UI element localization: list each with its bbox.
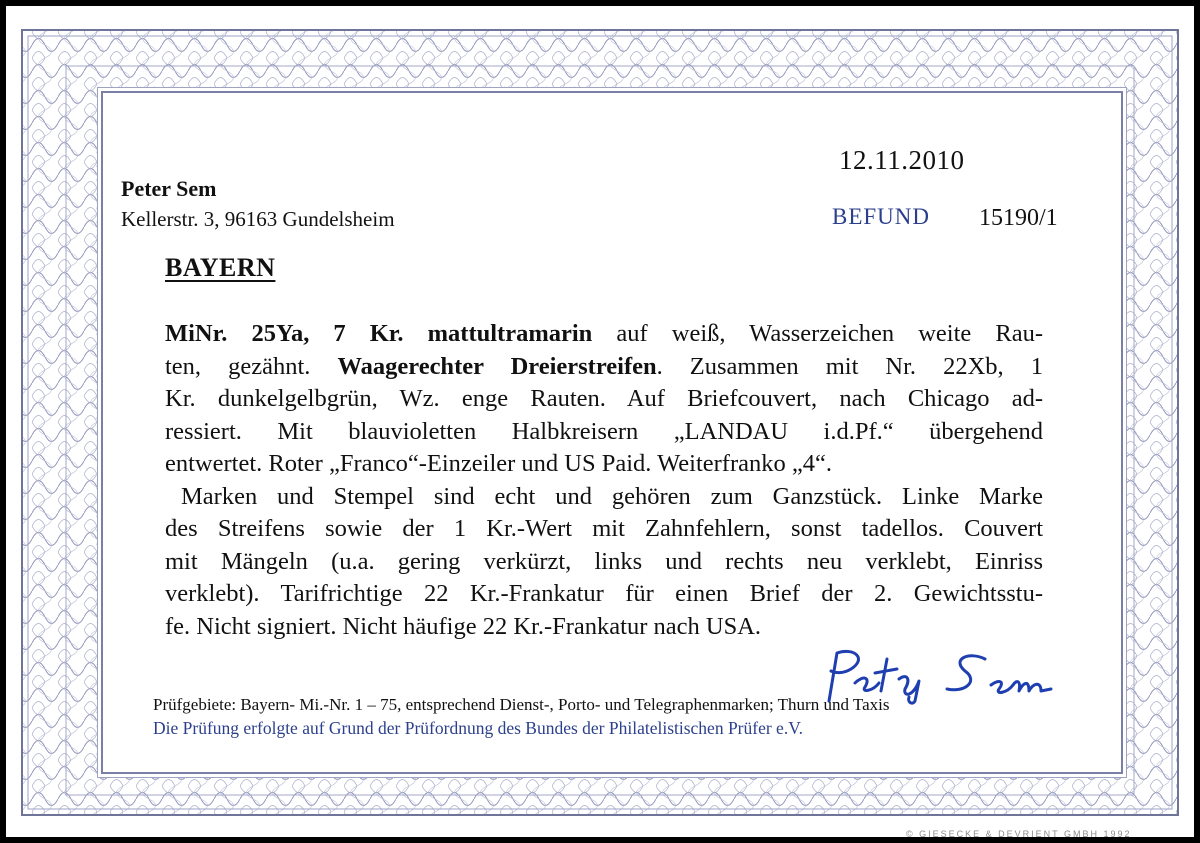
description-line: ressiert. Mit blauvioletten Halbkreisern „LANDAU i.d.Pf.“ übergehend [165, 417, 1043, 445]
description-line: fe. Nicht signiert. Nicht häufige 22 Kr.-Frankatur nach USA. [165, 612, 762, 640]
certificate-date: 12.11.2010 [839, 145, 965, 175]
description-line: des Streifens sowie der 1 Kr.-Wert mit Zahnfehlern, sonst tadellos. Couvert [165, 515, 1043, 542]
strip-description: Waagerechter Dreierstreifen [337, 352, 657, 380]
certificate-type-label: BEFUND [832, 204, 931, 229]
description-line: entwertet. Roter „Franco“-Einzeiler und US Paid. Weiterfranko „4“. [165, 450, 832, 477]
description-line: Kr. dunkelgelbgrün, Wz. enge Rauten. Auf Briefcouvert, nach Chicago ad- [165, 385, 1043, 412]
certificate [6, 6, 1194, 837]
country-heading: BAYERN [165, 253, 276, 282]
description-line: mit Mängeln (u.a. gering verkürzt, links und rechts neu verklebt, Einriss [165, 547, 1043, 575]
examination-scope: Prüfgebiete: Bayern- Mi.-Nr. 1 – 75, entsprechend Dienst-, Porto- und Telegraphenmarken; Thurn und Taxis [153, 695, 890, 714]
description-line: verklebt). Tarifrichtige 22 Kr.-Frankatur für einen Brief der 2. Gewichtsstu- [165, 580, 1043, 607]
certificate-body-panel [101, 91, 1123, 774]
description-line: Marken und Stempel sind echt und gehören zum Ganzstück. Linke Marke [181, 482, 1043, 510]
certificate-description [165, 318, 1043, 643]
description-line: MiNr. 25Ya, 7 Kr. mattultramarin auf weiß, Wasserzeichen weite Rau- [165, 320, 1043, 347]
printer-imprint: © GIESECKE & DEVRIENT GMBH 1992 [906, 829, 1132, 837]
certificate-number: 15190/1 [979, 205, 1058, 231]
issuer-name: Peter Sem [121, 176, 217, 201]
description-line: ten, gezähnt. Waagerechter Dreierstreifen. Zusammen mit Nr. 22Xb, 1 [165, 352, 1043, 380]
stamp-identification: MiNr. 25Ya, 7 Kr. mattultramarin [165, 320, 593, 347]
examination-basis: Die Prüfung erfolgte auf Grund der Prüfordnung des Bundes der Philatelistischen Prüfer e.V. [153, 718, 803, 738]
issuer-address: Kellerstr. 3, 96163 Gundelsheim [121, 207, 395, 231]
